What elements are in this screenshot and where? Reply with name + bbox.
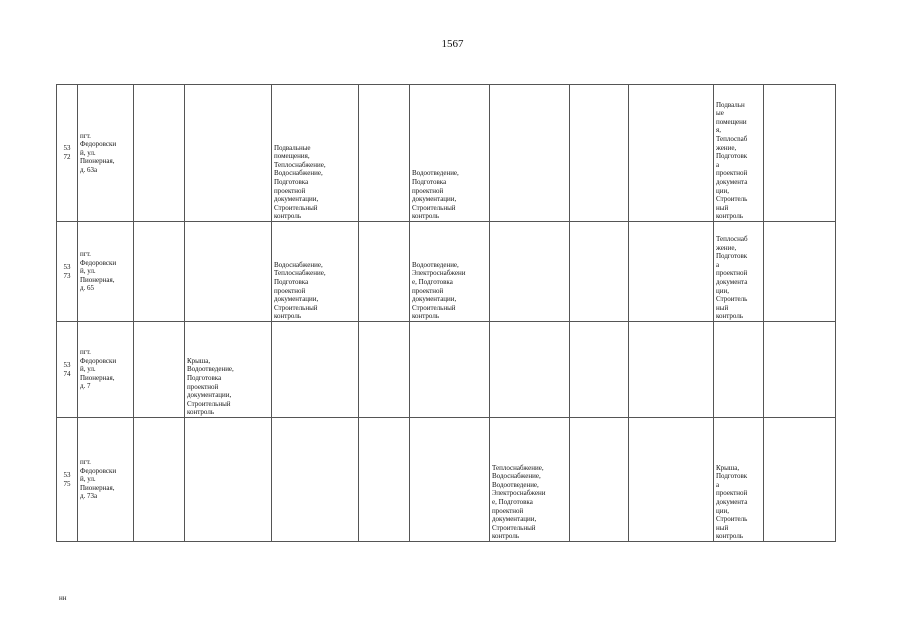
- empty-cell: [764, 322, 836, 418]
- empty-cell: [134, 222, 185, 322]
- empty-cell: [185, 418, 272, 542]
- empty-cell: [714, 322, 764, 418]
- empty-cell: [272, 418, 359, 542]
- works-cell: Водоотведение, Электроснабжени е, Подготовка проектной документации, Строительный контроль: [410, 222, 490, 322]
- empty-cell: [410, 322, 490, 418]
- page-number: 1567: [441, 38, 464, 50]
- works-cell: Подвальные помещения, Теплоснабжение, Водоснабжение, Подготовка проектной документации, Строительный контроль: [272, 85, 359, 222]
- row-number-cell: 53 73: [57, 222, 78, 322]
- works-cell: Теплоснаб жение, Подготовк а проектной документа ции, Строитель ный контроль: [714, 222, 764, 322]
- empty-cell: [359, 85, 410, 222]
- address-cell: пгт. Федоровски й, ул. Пионерная, д. 73а: [78, 418, 134, 542]
- empty-cell: [490, 322, 570, 418]
- works-cell: Подвальн ые помещени я, Теплосnаб жение, Подготовк а проектной документа ции, Строитель ный контроль: [714, 85, 764, 222]
- footer-mark: нн: [59, 594, 67, 602]
- empty-cell: [185, 222, 272, 322]
- empty-cell: [410, 418, 490, 542]
- table-row: [57, 322, 836, 418]
- works-cell: Теплоснабжение, Водоснабжение, Водоотведение, Электроснабжени е, Подготовка проектной документации, Строительный контроль: [490, 418, 570, 542]
- empty-cell: [764, 222, 836, 322]
- empty-cell: [359, 322, 410, 418]
- works-cell: Крыша, Водоотведение, Подготовка проектной документации, Строительный контроль: [185, 322, 272, 418]
- repair-schedule-table: [56, 84, 836, 542]
- works-cell: Водоснабжение, Теплоснабжение, Подготовка проектной документации, Строительный контроль: [272, 222, 359, 322]
- empty-cell: [570, 322, 629, 418]
- empty-cell: [134, 85, 185, 222]
- empty-cell: [764, 85, 836, 222]
- empty-cell: [490, 85, 570, 222]
- empty-cell: [764, 418, 836, 542]
- empty-cell: [359, 222, 410, 322]
- address-cell: пгт. Федоровски й, ул. Пионерная, д. 63а: [78, 85, 134, 222]
- empty-cell: [359, 418, 410, 542]
- empty-cell: [570, 85, 629, 222]
- empty-cell: [185, 85, 272, 222]
- works-cell: Водоотведение, Подготовка проектной документации, Строительный контроль: [410, 85, 490, 222]
- row-number-cell: 53 74: [57, 322, 78, 418]
- table-row: [57, 85, 836, 222]
- empty-cell: [272, 322, 359, 418]
- empty-cell: [629, 322, 714, 418]
- empty-cell: [629, 418, 714, 542]
- address-cell: пгт. Федоровски й, ул. Пионерная, д. 7: [78, 322, 134, 418]
- empty-cell: [490, 222, 570, 322]
- row-number-cell: 53 72: [57, 85, 78, 222]
- empty-cell: [570, 418, 629, 542]
- address-cell: пгт. Федоровски й, ул. Пионерная, д. 65: [78, 222, 134, 322]
- empty-cell: [629, 85, 714, 222]
- table-row: [57, 418, 836, 542]
- works-cell: Крыша, Подготовк а проектной документа ции, Строитель ный контроль: [714, 418, 764, 542]
- empty-cell: [134, 418, 185, 542]
- empty-cell: [134, 322, 185, 418]
- row-number-cell: 53 75: [57, 418, 78, 542]
- table-row: [57, 222, 836, 322]
- empty-cell: [629, 222, 714, 322]
- empty-cell: [570, 222, 629, 322]
